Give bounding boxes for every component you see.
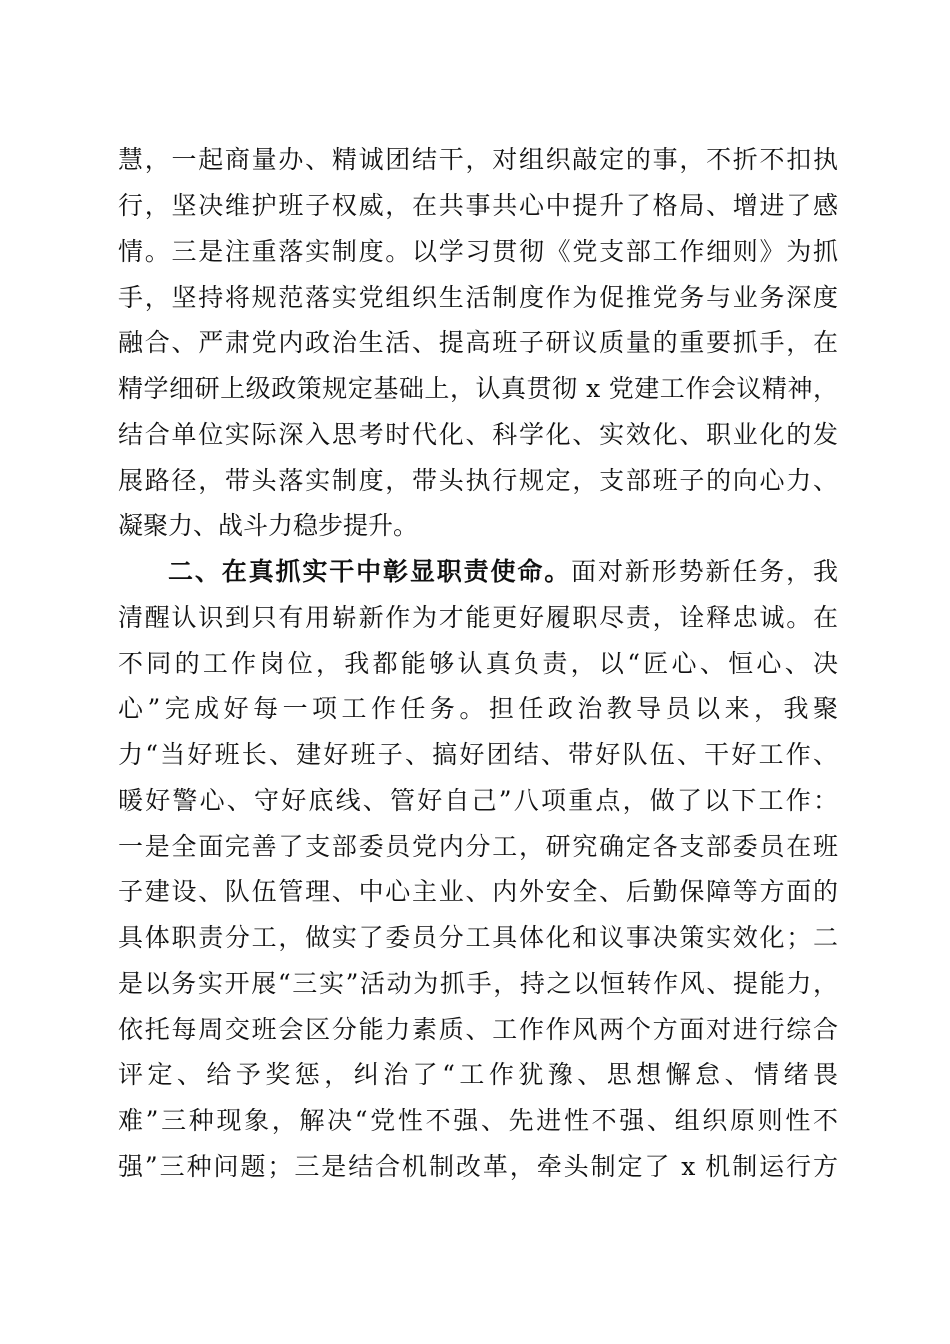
paragraph-2-line-14: 强”三种问题；三是结合机制改革，牵头制定了 x 机制运行方 [118,1152,838,1181]
paragraph-2-line-13: 难”三种现象，解决“党性不强、先进性不强、组织原则性不 [118,1106,838,1135]
paragraph-1-line-6: 精学细研上级政策规定基础上，认真贯彻 x 党建工作会议精神， [118,374,838,403]
paragraph-2-line-6: 暖好警心、守好底线、管好自己”八项重点，做了以下工作： [118,786,838,815]
paragraph-2-line-4: 心”完成好每一项工作任务。担任政治教导员以来，我聚 [118,694,838,723]
paragraph-2-line-11: 依托每周交班会区分能力素质、工作作风两个方面对进行综合 [118,1015,838,1044]
paragraph-1-line-7: 结合单位实际深入思考时代化、科学化、实效化、职业化的发 [118,420,838,449]
section-heading: 二、在真抓实干中彰显职责使命。 [168,557,572,586]
paragraph-2-line-3: 不同的工作岗位，我都能够认真负责，以“匠心、恒心、决 [118,649,838,678]
paragraph-1-line-4: 手，坚持将规范落实党组织生活制度作为促推党务与业务深度 [118,283,838,312]
paragraph-2-line-1 [168,552,838,592]
paragraph-2-line-9: 具体职责分工，做实了委员分工具体化和议事决策实效化；二 [118,923,838,952]
paragraph-2-line-12: 评定、给予奖惩，纠治了“工作犹豫、思想懈怠、情绪畏 [118,1060,838,1089]
paragraph-1-line-8: 展路径，带头落实制度，带头执行规定，支部班子的向心力、 [118,466,838,495]
paragraph-1-line-5: 融合、严肃党内政治生活、提高班子研议质量的重要抓手，在 [118,328,838,357]
paragraph-2-line-10: 是以务实开展“三实”活动为抓手，持之以恒转作风、提能力， [118,969,838,998]
paragraph-1-line-9: 凝聚力、战斗力稳步提升。 [118,511,419,540]
paragraph-1-line-3: 情。三是注重落实制度。以学习贯彻《党支部工作细则》为抓 [118,237,838,266]
paragraph-2-line-7: 一是全面完善了支部委员党内分工，研究确定各支部委员在班 [118,832,838,861]
paragraph-2-line-1-text: 面对新形势新任务，我 [571,557,838,586]
paragraph-1-line-2: 行，坚决维护班子权威，在共事共心中提升了格局、增进了感 [118,191,838,220]
paragraph-2-line-5: 力“当好班长、建好班子、搞好团结、带好队伍、干好工作、 [118,740,838,769]
paragraph-2-line-8: 子建设、队伍管理、中心主业、内外安全、后勤保障等方面的 [118,877,838,906]
paragraph-2-line-2: 清醒认识到只有用崭新作为才能更好履职尽责，诠释忠诚。在 [118,603,838,632]
paragraph-1-line-1: 慧，一起商量办、精诚团结干，对组织敲定的事，不折不扣执 [118,145,838,174]
